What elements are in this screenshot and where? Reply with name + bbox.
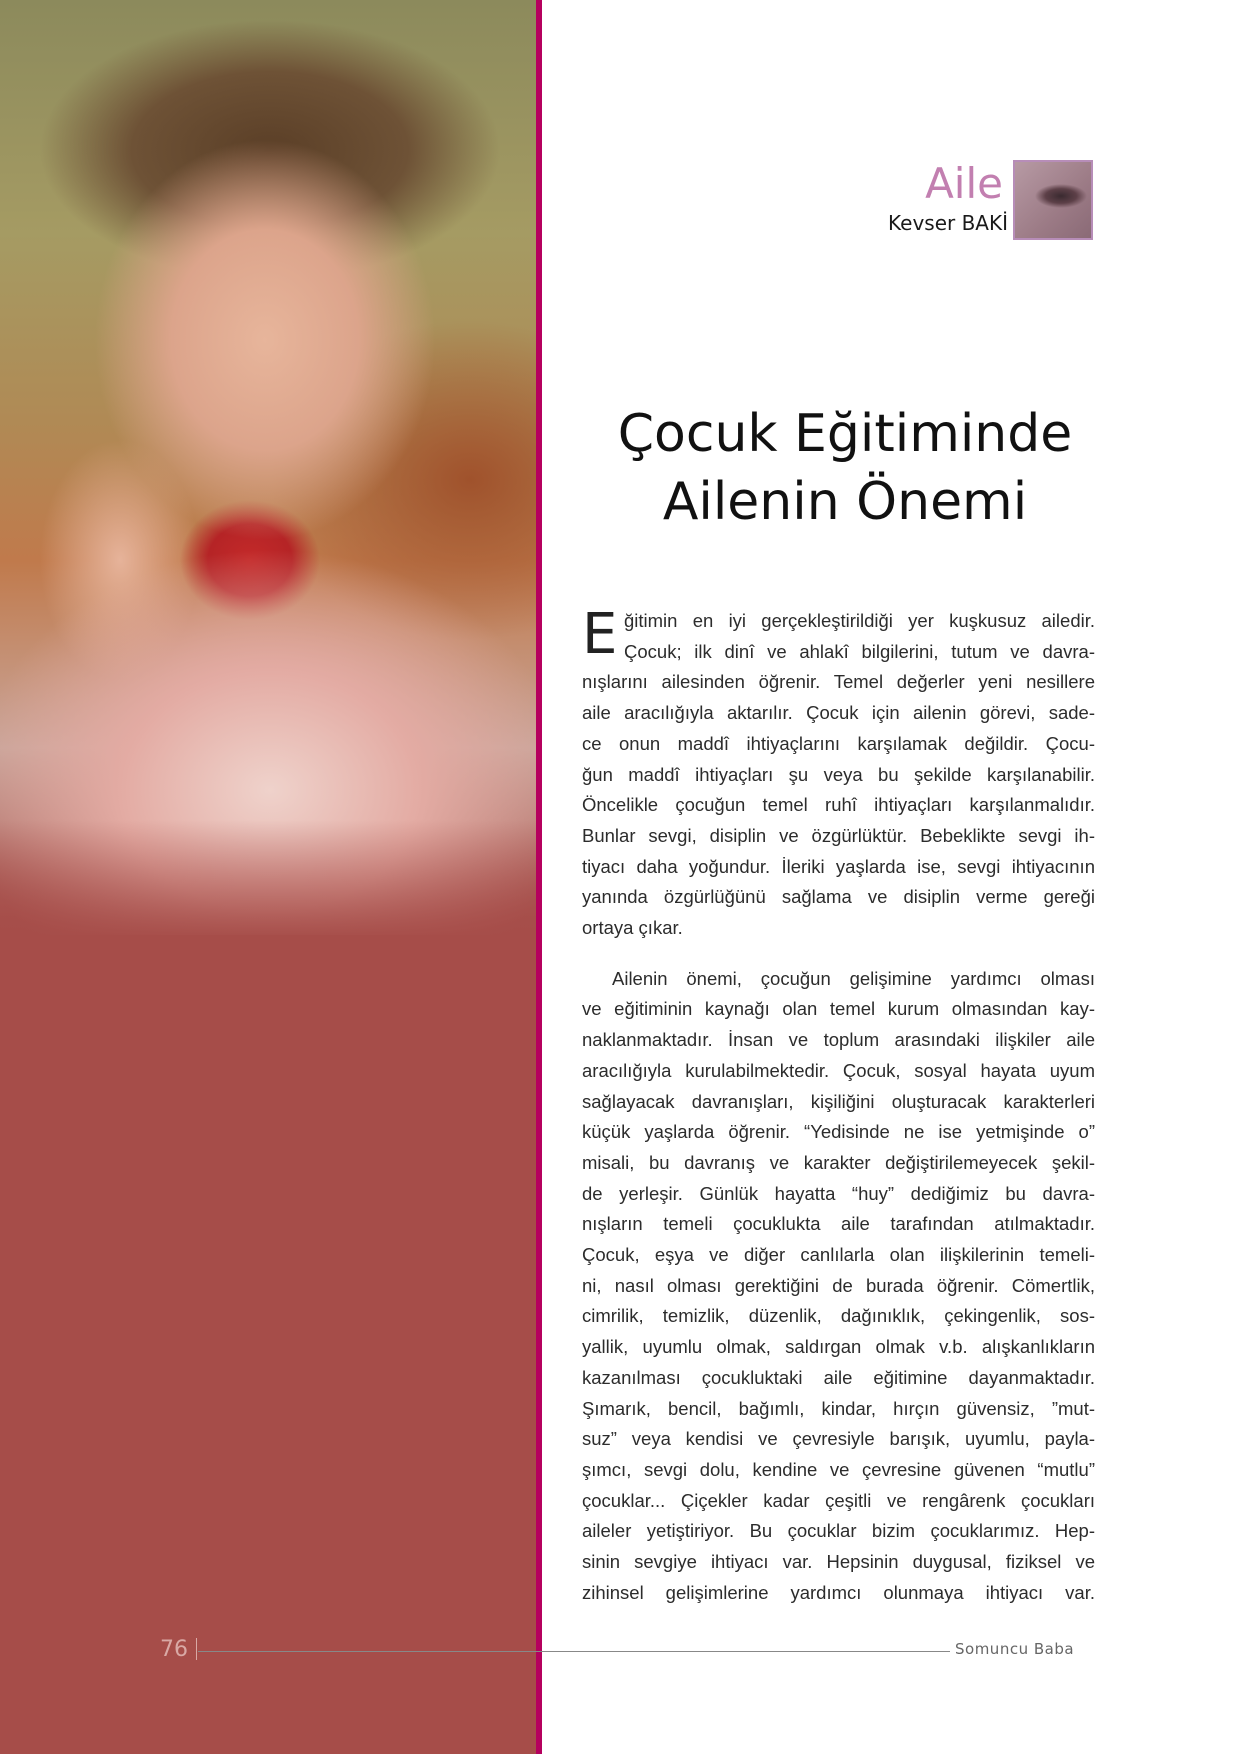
section-thumbnail	[1013, 160, 1093, 240]
author-name: Kevser BAKİ	[888, 211, 1008, 235]
text-line: nışların temeli çocuklukta aile tarafından atılmaktadır.	[582, 1213, 1095, 1235]
text-line: ortaya çıkar.	[582, 917, 683, 939]
text-line: aracılığıyla kurulabilmektedir. Çocuk, sosyal hayata uyum	[582, 1059, 1095, 1081]
drop-cap: E	[582, 602, 618, 667]
text-line: kazanılması çocukluktaki aile eğitimine dayanmaktadır.	[582, 1366, 1095, 1388]
text-line: Bunlar sevgi, disiplin ve özgürlüktür. Bebeklikte sevgi ih-	[582, 824, 1095, 846]
text-line: ğun maddî ihtiyaçları şu veya bu şekilde karşılanabilir.	[582, 763, 1095, 785]
article-title	[560, 400, 1130, 536]
text-line: çocuklar... Çiçekler kadar çeşitli ve rengârenk çocukları	[582, 1489, 1095, 1511]
text-line: ce onun maddî ihtiyaçlarını karşılamak değildir. Çocu-	[582, 732, 1095, 754]
footer-rule	[198, 1651, 950, 1652]
paragraph	[582, 602, 1095, 944]
text-line: zihinsel gelişimlerine yardımcı olunmaya ihtiyacı var.	[582, 1581, 1095, 1603]
text-line: Şımarık, bencil, bağımlı, kindar, hırçın güvensiz, ”mut-	[582, 1397, 1095, 1419]
text-line: Öncelikle çocuğun temel ruhî ihtiyaçları karşılanmalıdır.	[582, 794, 1095, 816]
footer-tick	[196, 1638, 197, 1660]
article-title-line: Çocuk Eğitiminde	[617, 404, 1073, 464]
text-line: yanında özgürlüğünü sağlama ve disiplin verme gereği	[582, 886, 1095, 908]
text-line: misali, bu davranış ve karakter değiştirilemeyecek şekil-	[582, 1151, 1095, 1173]
photo-fade	[0, 820, 536, 940]
text-line: de yerleşir. Günlük hayatta “huy” dediğimiz bu davra-	[582, 1182, 1095, 1204]
magenta-divider	[536, 0, 542, 1754]
text-line: naklanmaktadır. İnsan ve toplum arasındaki ilişkiler aile	[582, 1029, 1095, 1051]
text-line: nışlarını ailesinden öğrenir. Temel değerler yeni nesillere	[582, 671, 1095, 693]
text-line: yallik, uyumlu olmak, saldırgan olmak v.b. alışkanlıkların	[582, 1336, 1095, 1358]
article-body	[582, 602, 1095, 1609]
text-line: cimrilik, temizlik, düzenlik, dağınıklık, çekingenlik, sos-	[582, 1305, 1095, 1327]
section-title: Aile	[925, 159, 1003, 208]
magazine-name: Somuncu Baba	[955, 1640, 1075, 1658]
text-line: sağlayacak davranışları, kişiliğini oluşturacak karakterleri	[582, 1090, 1095, 1112]
text-line: aile aracılığıyla aktarılır. Çocuk için ailenin görevi, sade-	[582, 702, 1095, 724]
page-number: 76	[160, 1637, 188, 1662]
text-line: Ailenin önemi, çocuğun gelişimine yardımcı olması	[612, 967, 1095, 989]
child-eating-strawberry-photo	[0, 0, 536, 935]
text-line: ğitimin en iyi gerçekleştirildiği yer kuşkusuz ailedir.	[624, 610, 1095, 631]
paragraph	[582, 964, 1095, 1609]
text-line: Çocuk; ilk dinî ve ahlakî bilgilerini, tutum ve davra-	[624, 640, 1095, 662]
text-line: ve eğitiminin kaynağı olan temel kurum olmasından kay-	[582, 998, 1095, 1020]
text-line: ni, nasıl olması gerektiğini de burada öğrenir. Cömertlik,	[582, 1274, 1095, 1296]
text-line: sinin sevgiye ihtiyacı var. Hepsinin duygusal, fiziksel ve	[582, 1551, 1095, 1573]
article-title-line: Ailenin Önemi	[662, 472, 1028, 532]
left-column	[0, 0, 536, 1754]
text-line: aileler yetiştiriyor. Bu çocuklar bizim çocuklarımız. Hep-	[582, 1520, 1095, 1542]
text-line: tiyacı daha yoğundur. İleriki yaşlarda ise, sevgi ihtiyacının	[582, 855, 1095, 877]
text-line: küçük yaşlarda öğrenir. “Yedisinde ne ise yetmişinde o”	[582, 1121, 1095, 1143]
text-line: suz” veya kendisi ve çevresiyle barışık, uyumlu, payla-	[582, 1428, 1095, 1450]
text-line: Çocuk, eşya ve diğer canlılarla olan ilişkilerinin temeli-	[582, 1244, 1095, 1266]
text-line: şımcı, sevgi dolu, kendine ve çevresine güvenen “mutlu”	[582, 1458, 1095, 1480]
